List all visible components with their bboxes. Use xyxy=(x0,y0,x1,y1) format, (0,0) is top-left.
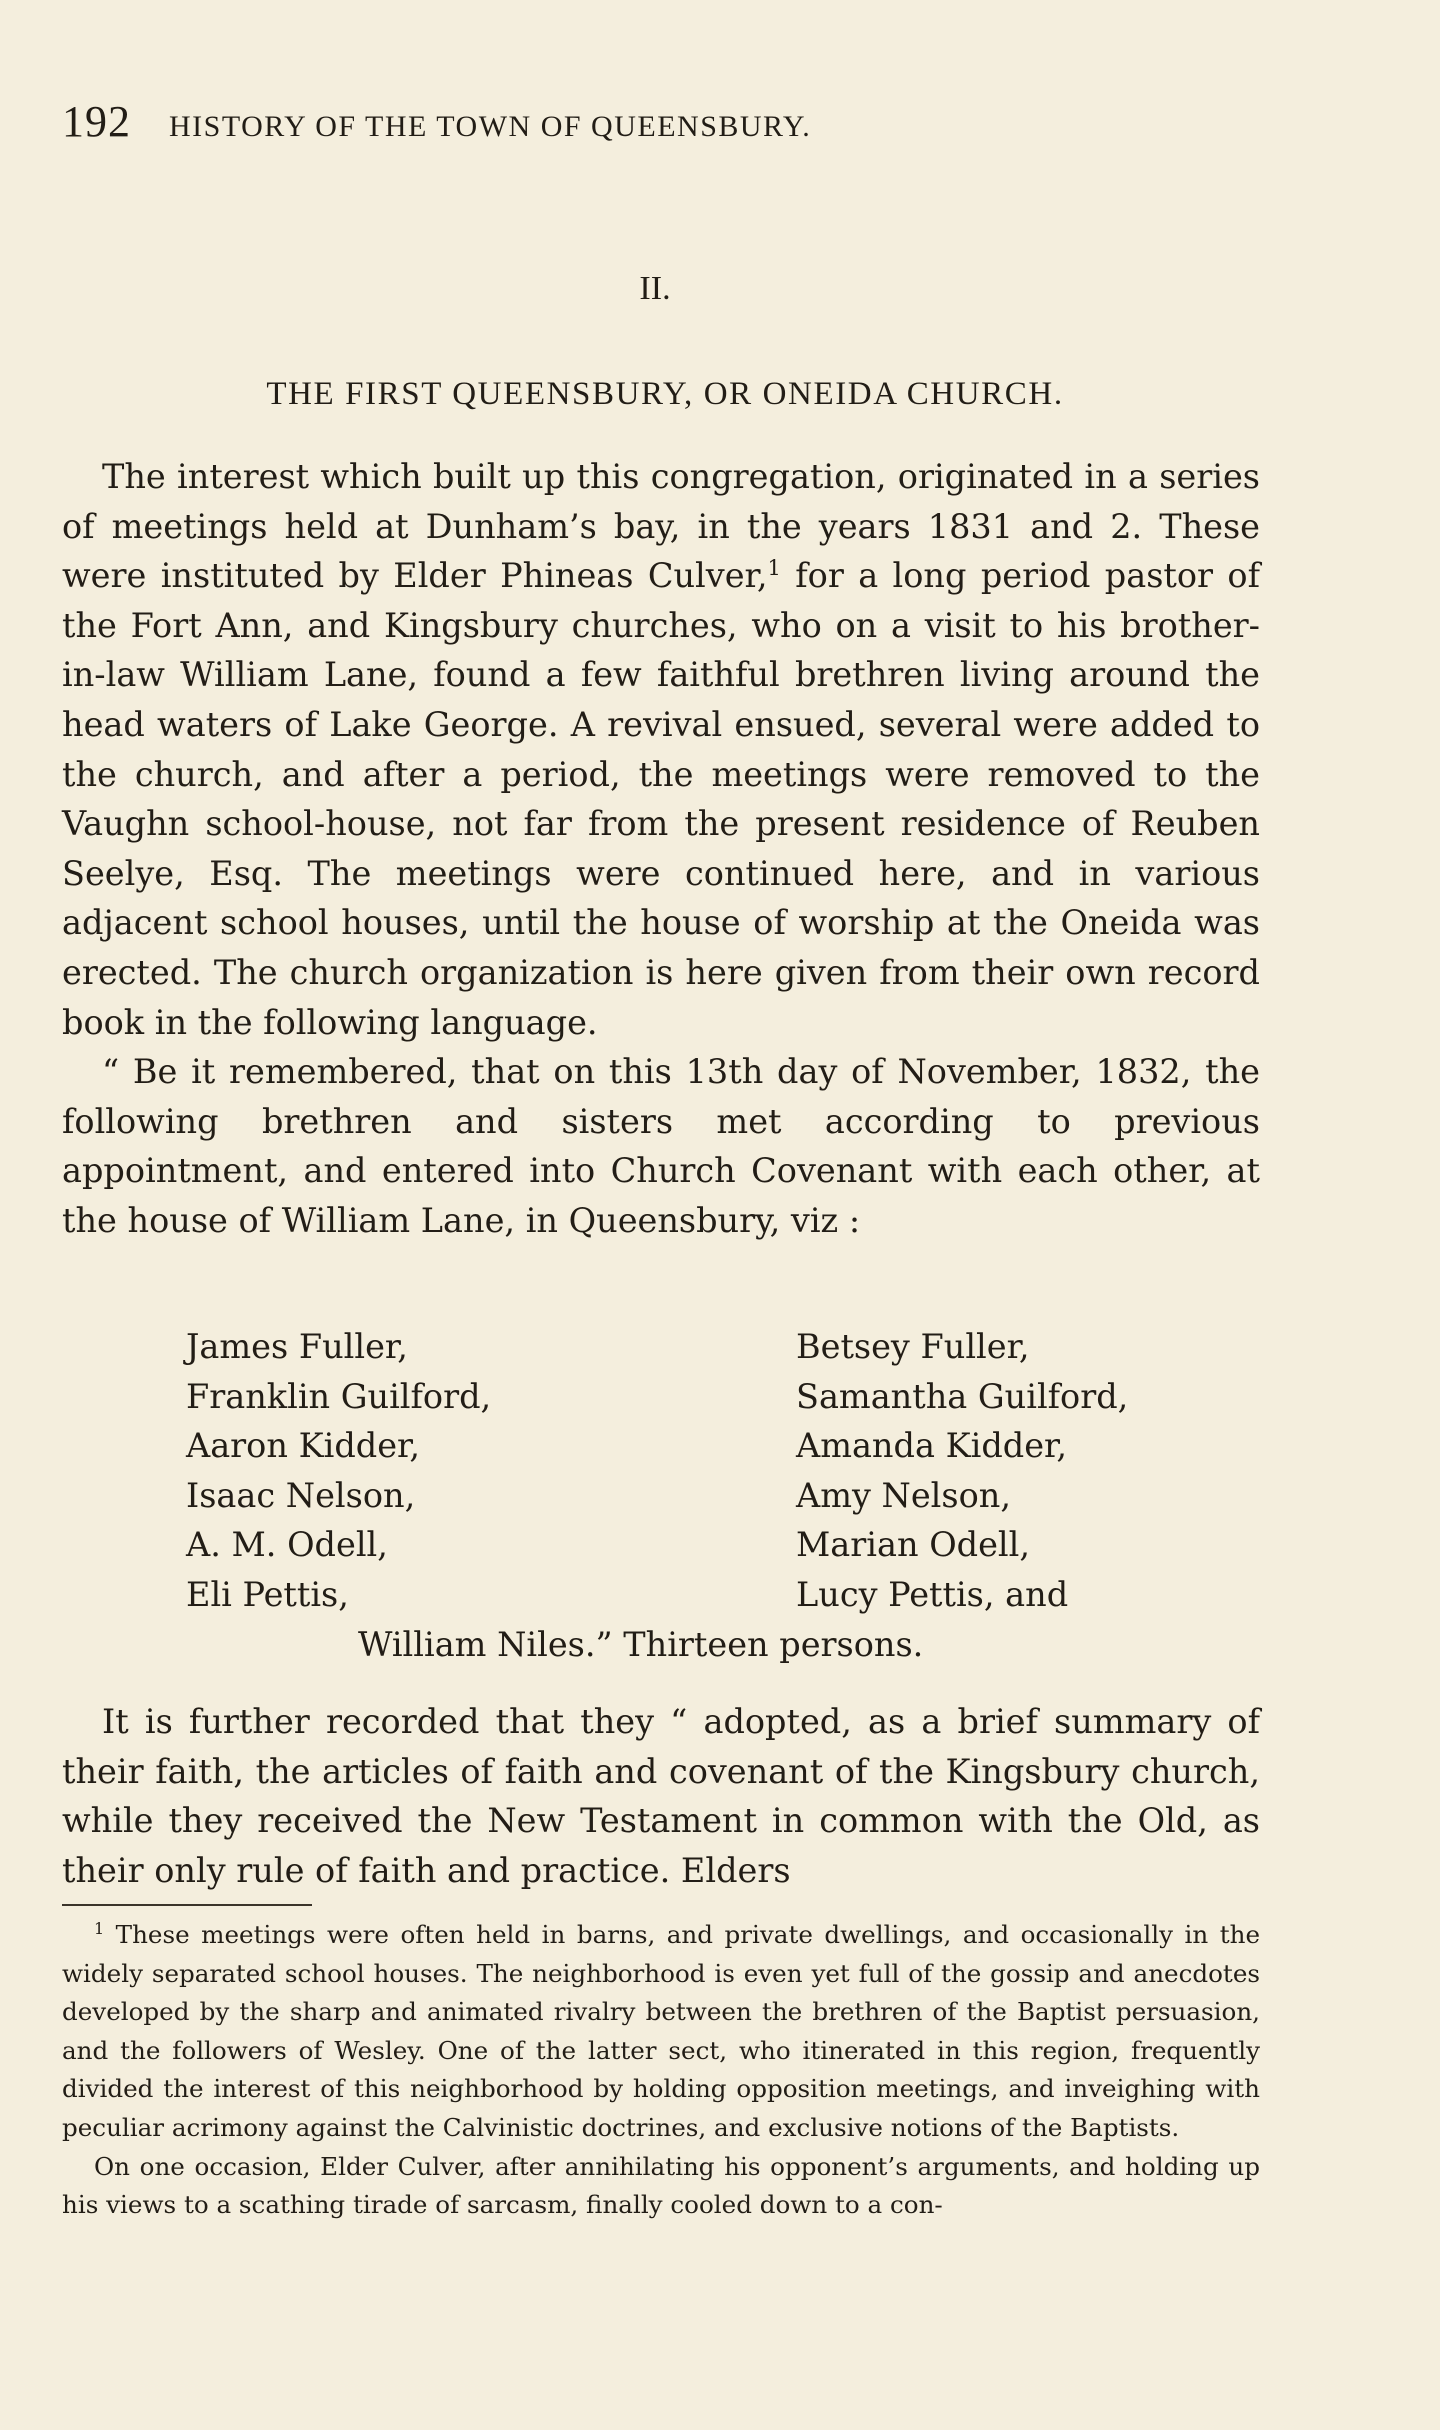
member-name: Betsey Fuller, xyxy=(796,1327,1030,1366)
member-name: Samantha Guilford, xyxy=(796,1376,1129,1416)
footnote-1 xyxy=(62,1916,1260,2148)
member-row xyxy=(186,1421,1286,1471)
paragraph-1 xyxy=(62,452,1260,1047)
member-name: Amanda Kidder, xyxy=(796,1426,1068,1466)
footnotes xyxy=(62,1916,1260,2225)
section-numeral: II. xyxy=(639,270,671,307)
running-title: HISTORY OF THE TOWN OF QUEENSBURY. xyxy=(169,110,812,143)
footnote-1-text: These meetings were often held in barns, and private dwellings, and occasionally in the widely separated school houses. The neighborhood is even yet full of the gossip and anecdotes developed by the sharp and animated rivalry between the brethren of the Baptist persuasion, and the followers of Wesley. One of the latter sect, who itinerated in this region, frequently divided the interest of this neighborhood by holding opposition meetings, and inveighing with peculiar acrimony against the Calvinistic doctrines, and exclusive notions of the Baptists. xyxy=(62,1920,1260,2142)
member-name: Marian Odell, xyxy=(796,1525,1031,1565)
section-heading: THE FIRST QUEENSBURY, OR ONEIDA CHURCH. xyxy=(266,376,1064,412)
member-name: Eli Pettis, xyxy=(186,1574,349,1614)
member-list-final-line: William Niles.” Thirteen persons. xyxy=(358,1624,924,1664)
footnote-1-continuation: On one occasion, Elder Culver, after annihilating his opponent’s arguments, and holding up his views to a scathing tirade of sarcasm, finally cooled down to a con- xyxy=(62,2151,1260,2220)
footnote-rule xyxy=(62,1904,312,1906)
member-row xyxy=(186,1471,1286,1521)
member-name: A. M. Odell, xyxy=(186,1525,388,1565)
footnote-ref-1: 1 xyxy=(767,556,781,581)
body-text xyxy=(62,452,1260,1246)
paragraph-1-text-cont: for a long period pastor of the Fort Ann, and Kingsbury churches, who on a visit to his brother-in-law William Lane, found a few faithful brethren living around the head waters of Lake George. A revival ensued, several were added to the church, and after a period, the meetings were removed to the Vaughn school-house, not far from the present residence of Reuben Seelye, Esq. The meetings were continued here, and in various adjacent school houses, until the house of worship at the Oneida was erected. The church organization is here given from their own record book in the following language. xyxy=(62,556,1260,1042)
member-list xyxy=(186,1322,1286,1669)
running-head xyxy=(62,96,1262,147)
member-name: Aaron Kidder, xyxy=(186,1426,421,1466)
page-number: 192 xyxy=(62,97,131,146)
footnote-marker: 1 xyxy=(94,1918,105,1938)
paragraph-2: “ Be it remembered, that on this 13th day of November, 1832, the following brethren and sisters met according to previous appointment, and entered into Church Covenant with each other, at the house of William Lane, in Queensbury, viz : xyxy=(62,1052,1260,1240)
paragraph-3: It is further recorded that they “ adopted, as a brief summary of their faith, the articles of faith and covenant of the Kingsbury church, while they received the New Testament in common with the Old, as their only rule of faith and practice. Elders xyxy=(62,1702,1260,1890)
member-name: Lucy Pettis, and xyxy=(796,1574,1069,1614)
member-row xyxy=(186,1322,1286,1372)
member-name: James Fuller, xyxy=(186,1327,408,1366)
member-name: Franklin Guilford, xyxy=(186,1376,492,1416)
member-name: Amy Nelson, xyxy=(796,1475,1011,1515)
body-text-continued xyxy=(62,1697,1260,1895)
member-row xyxy=(186,1570,1286,1620)
member-row xyxy=(186,1520,1286,1570)
paragraph-1-text: The interest which built up this congregation, originated in a series of meetings held at Dunham’s bay, in the years 1831 and 2. These were instituted by Elder Phineas Culver, xyxy=(62,457,1260,596)
member-row xyxy=(186,1372,1286,1422)
member-name: Isaac Nelson, xyxy=(186,1475,416,1515)
